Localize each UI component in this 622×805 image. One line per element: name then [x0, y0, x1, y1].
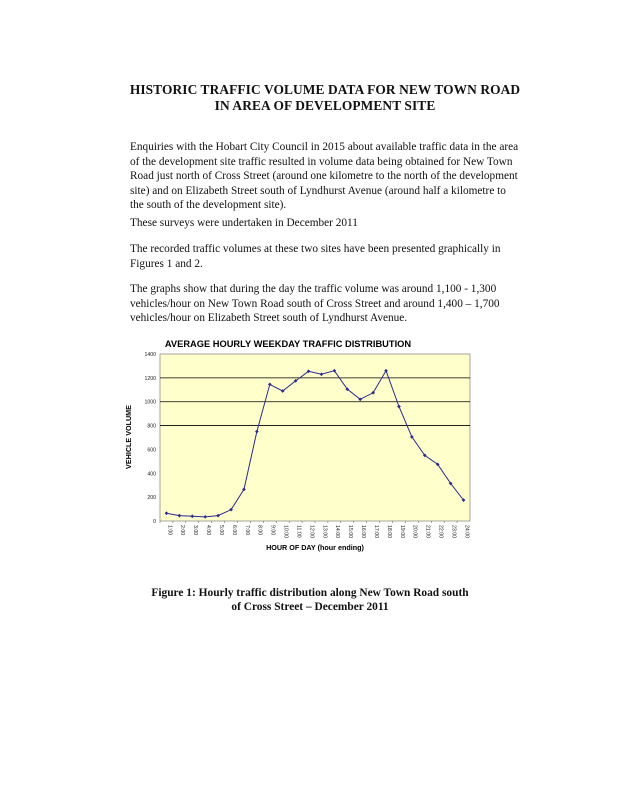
x-tick-label: 11:00: [295, 525, 302, 538]
traffic-chart-svg: [118, 336, 488, 558]
figure-caption: [120, 586, 500, 614]
paragraph-graphs: [130, 282, 520, 326]
paragraph-line: the south of the development site).: [130, 199, 287, 212]
paragraph-line: site) and on Elizabeth Street south of Lyndhurst Avenue (around half a kilometre to: [130, 184, 506, 197]
x-tick-label: 16:00: [360, 525, 367, 538]
paragraph-line: These surveys were undertaken in December 2011: [130, 217, 358, 229]
x-tick-label: 23:00: [450, 525, 457, 538]
y-tick-label: 1400: [144, 352, 156, 358]
x-tick-label: 22:00: [437, 525, 444, 538]
x-tick-label: 18:00: [385, 525, 392, 538]
plot-area: [160, 354, 470, 521]
x-tick-label: 19:00: [398, 525, 405, 538]
paragraph-line: of the development site traffic resulted in volume data being obtained for New Town: [130, 155, 513, 168]
y-axis-label: VEHICLE VOLUME: [124, 405, 133, 469]
paragraph-line: The graphs show that during the day the traffic volume was around 1,100 - 1,300: [130, 283, 497, 295]
x-tick-label: 13:00: [321, 525, 328, 538]
x-tick-label: 20:00: [411, 525, 418, 538]
x-tick-label: 12:00: [308, 525, 315, 538]
x-tick-label: 24:00: [463, 525, 470, 538]
y-tick-label: 1000: [144, 399, 156, 406]
document-title: [60, 82, 590, 114]
x-tick-label: 9:00: [269, 525, 276, 536]
x-tick-label: 8:00: [256, 525, 263, 536]
document-title-line: IN AREA OF DEVELOPMENT SITE: [214, 98, 436, 113]
document-title-line: HISTORIC TRAFFIC VOLUME DATA FOR NEW TOWN ROAD: [129, 82, 521, 97]
x-tick-label: 7:00: [243, 525, 250, 536]
figure-caption-line: Figure 1: Hourly traffic distribution along New Town Road south: [151, 587, 469, 599]
paragraph-figures: [130, 242, 520, 271]
x-tick-label: 1:00: [166, 525, 173, 536]
y-tick-label: 1200: [144, 375, 156, 382]
x-tick-label: 15:00: [347, 525, 354, 538]
x-axis-label: HOUR OF DAY (hour ending): [266, 543, 364, 552]
x-tick-label: 3:00: [192, 525, 199, 536]
x-tick-label: 6:00: [230, 525, 237, 536]
y-tick-label: 0: [153, 519, 156, 525]
x-tick-label: 17:00: [372, 525, 379, 538]
x-axis-ticks: [160, 521, 469, 538]
y-axis-ticks: [144, 352, 156, 525]
figure-caption-line: of Cross Street – December 2011: [231, 601, 389, 613]
paragraph-surveys: [130, 216, 520, 231]
y-tick-label: 200: [147, 495, 156, 502]
x-tick-label: 21:00: [424, 525, 431, 538]
x-tick-label: 2:00: [179, 525, 186, 536]
y-tick-label: 800: [147, 423, 156, 430]
paragraph-line: Road just north of Cross Street (around one kilometre to the north of the development: [130, 170, 518, 183]
paragraph-line: The recorded traffic volumes at these two sites have been presented graphically in: [130, 243, 501, 255]
y-tick-label: 600: [147, 447, 156, 454]
paragraph-line: Enquiries with the Hobart City Council in 2015 about available traffic data in the area: [130, 141, 519, 153]
paragraph-line: Figures 1 and 2.: [130, 257, 203, 270]
paragraph-line: vehicles/hour on New Town Road south of Cross Street and around 1,400 – 1,700: [130, 297, 500, 310]
paragraph-line: vehicles/hour on Elizabeth Street south of Lyndhurst Avenue.: [130, 312, 408, 325]
x-tick-label: 14:00: [334, 525, 341, 538]
x-tick-label: 5:00: [217, 525, 224, 536]
y-tick-label: 400: [147, 471, 156, 478]
chart-title: AVERAGE HOURLY WEEKDAY TRAFFIC DISTRIBUTION: [164, 339, 412, 349]
x-tick-label: 4:00: [205, 525, 212, 536]
paragraph-enquiries: [130, 140, 520, 213]
x-tick-label: 10:00: [282, 525, 289, 538]
traffic-chart: [118, 336, 488, 558]
